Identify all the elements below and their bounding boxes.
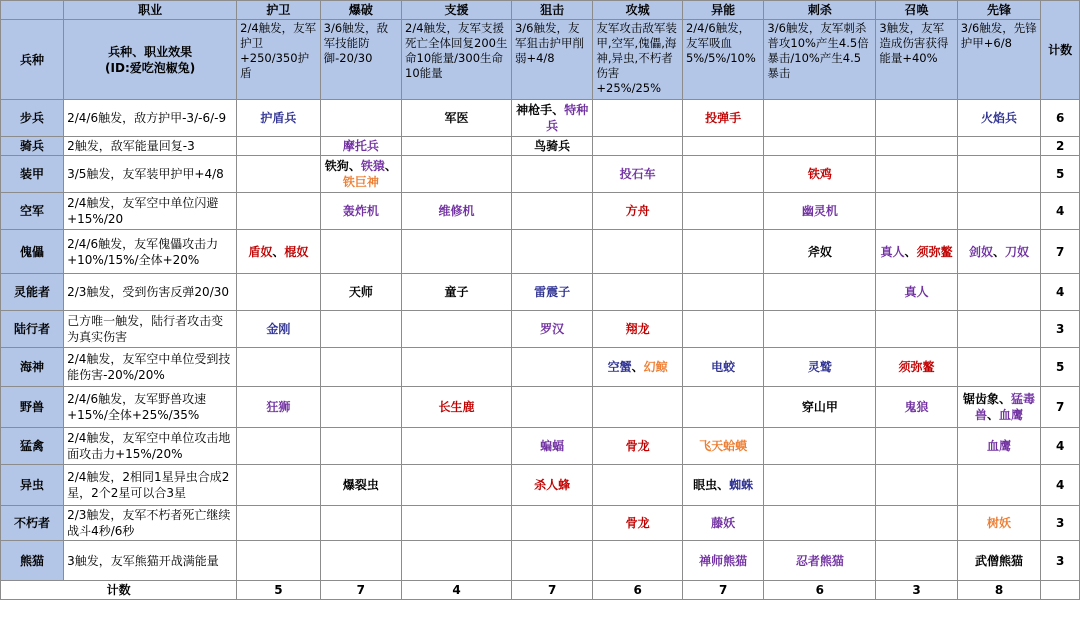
- unit-name: 铁猿: [360, 159, 385, 173]
- unit-cell: [876, 541, 957, 581]
- unit-name: 刀奴: [1005, 244, 1030, 259]
- class-name-header: 刺杀: [764, 1, 876, 20]
- header-row-effects: [1, 20, 1080, 100]
- effect-header-title: 兵种、职业效果: [108, 44, 193, 59]
- unit-name: 雷震子: [534, 285, 571, 299]
- unit-cell: [764, 274, 876, 311]
- unit-cell: [511, 465, 592, 506]
- unit-cell: [593, 541, 683, 581]
- unit-type-name: 不朽者: [1, 506, 64, 541]
- unit-name: 军医: [444, 111, 469, 125]
- class-effect-text: 友军攻击敌军装甲,空军,傀儡,海神,异虫,不朽者伤害+25%/25%: [593, 20, 683, 100]
- unit-cell: [593, 100, 683, 137]
- unit-cell: [682, 137, 763, 156]
- unit-name: 投弹手: [705, 111, 742, 125]
- unit-cell: [237, 348, 320, 387]
- unit-cell: [876, 506, 957, 541]
- class-header-label: 职业: [64, 1, 237, 20]
- unit-cell: [511, 311, 592, 348]
- unit-name: 、: [552, 103, 565, 117]
- class-effect-text: 3/6触发，友军狙击护甲削弱+4/8: [511, 20, 592, 100]
- unit-cell: [682, 311, 763, 348]
- unit-cell: [764, 428, 876, 465]
- unit-cell: [402, 428, 512, 465]
- unit-cell: [764, 465, 876, 506]
- footer-count-label: 计数: [1, 581, 237, 600]
- unit-type-effect: 3触发，友军熊猫开战满能量: [64, 541, 237, 581]
- unit-cell: [957, 506, 1040, 541]
- unit-cell: [320, 465, 401, 506]
- unit-cell: [320, 387, 401, 428]
- row-count: 3: [1041, 311, 1080, 348]
- unit-cell: [764, 137, 876, 156]
- unit-cell: [511, 274, 592, 311]
- unit-cell: [320, 348, 401, 387]
- column-count: 5: [237, 581, 320, 600]
- column-count: 7: [320, 581, 401, 600]
- footer-empty-cell: [1041, 581, 1080, 600]
- unit-name: 斧奴: [807, 244, 832, 259]
- row-count: 7: [1041, 387, 1080, 428]
- unit-name: 猛毒兽: [974, 392, 1036, 422]
- unit-type-name: 异虫: [1, 465, 64, 506]
- unit-name: 真人: [880, 244, 905, 259]
- unit-type-name: 空军: [1, 193, 64, 230]
- unit-name: 、: [992, 244, 1005, 259]
- unit-cell: [402, 274, 512, 311]
- unit-row: [1, 428, 1080, 465]
- unit-cell: [957, 137, 1040, 156]
- unit-name: 爆裂虫: [342, 478, 379, 492]
- unit-name: 树妖: [986, 516, 1011, 530]
- unit-type-effect: 2/4/6触发，友军傀儡攻击力+10%/15%/全体+20%: [64, 230, 237, 274]
- unit-cell: [593, 311, 683, 348]
- unit-cell: [320, 311, 401, 348]
- class-name-header: 爆破: [320, 1, 401, 20]
- unit-name: 童子: [444, 285, 469, 299]
- unit-name: 血鹰: [986, 439, 1011, 453]
- unit-cell: [320, 193, 401, 230]
- unit-row: [1, 100, 1080, 137]
- unit-cell: [682, 193, 763, 230]
- unit-cell: [320, 156, 401, 193]
- unit-cell: [957, 541, 1040, 581]
- class-name-header: 攻城: [593, 1, 683, 20]
- unit-row: [1, 311, 1080, 348]
- unit-type-name: 熊猫: [1, 541, 64, 581]
- unit-name: 藤妖: [711, 516, 736, 530]
- unit-cell: [764, 156, 876, 193]
- column-count: 6: [764, 581, 876, 600]
- row-count: 3: [1041, 541, 1080, 581]
- unit-cell: [320, 274, 401, 311]
- unit-type-name: 步兵: [1, 100, 64, 137]
- unit-cell: [593, 156, 683, 193]
- class-name-header: 狙击: [511, 1, 592, 20]
- unit-type-effect: 2/4触发，友军空中单位闪避+15%/20: [64, 193, 237, 230]
- unit-type-name: 猛禽: [1, 428, 64, 465]
- unit-cell: [682, 387, 763, 428]
- unit-cell: [402, 465, 512, 506]
- row-count: 4: [1041, 274, 1080, 311]
- unit-name: 、: [986, 408, 999, 422]
- unit-type-name: 骑兵: [1, 137, 64, 156]
- unit-name: 剑奴: [968, 244, 993, 259]
- effect-header: [64, 20, 237, 100]
- unit-name: 铁巨神: [342, 175, 379, 189]
- unit-name: 神枪手: [516, 103, 553, 117]
- unit-name: 铁鸡: [807, 167, 832, 181]
- row-count: 2: [1041, 137, 1080, 156]
- unit-cell: [764, 541, 876, 581]
- unit-cell: [511, 541, 592, 581]
- unit-cell: [320, 541, 401, 581]
- unit-row: [1, 348, 1080, 387]
- class-effect-text: 2/4触发，友军护卫+250/350护盾: [237, 20, 320, 100]
- class-name-header: 先锋: [957, 1, 1040, 20]
- class-effect-text: 3/6触发，友军刺杀普攻10%产生4.5倍暴击/10%产生4.5暴击: [764, 20, 876, 100]
- unit-cell: [593, 428, 683, 465]
- unit-cell: [320, 100, 401, 137]
- unit-name: 杀人蜂: [534, 478, 571, 492]
- class-effect-text: 2/4触发，友军支援死亡全体回复200生命10能量/300生命10能量: [402, 20, 512, 100]
- unit-cell: [876, 387, 957, 428]
- unit-name: 、: [998, 392, 1011, 406]
- unit-cell: [876, 465, 957, 506]
- unit-cell: [682, 100, 763, 137]
- unit-name: 骨龙: [625, 439, 650, 453]
- unit-cell: [764, 348, 876, 387]
- unit-name: 铁狗: [324, 159, 349, 173]
- unit-name: 真人: [904, 285, 929, 299]
- unit-cell: [682, 428, 763, 465]
- unit-name: 轰炸机: [342, 204, 379, 218]
- unit-cell: [402, 348, 512, 387]
- unit-name: 摩托兵: [342, 139, 379, 153]
- unit-cell: [957, 274, 1040, 311]
- unit-cell: [237, 506, 320, 541]
- column-count: 8: [957, 581, 1040, 600]
- unit-type-name: 装甲: [1, 156, 64, 193]
- unit-cell: [237, 137, 320, 156]
- unit-name: 血鹰: [999, 408, 1024, 422]
- unit-name: 穿山甲: [801, 400, 838, 414]
- unit-name: 幻鲸: [643, 360, 668, 374]
- unit-type-name: 傀儡: [1, 230, 64, 274]
- column-count: 3: [876, 581, 957, 600]
- unit-cell: [320, 137, 401, 156]
- unit-cell: [957, 465, 1040, 506]
- unit-cell: [511, 348, 592, 387]
- unit-cell: [237, 387, 320, 428]
- row-count: 6: [1041, 100, 1080, 137]
- unit-cell: [511, 156, 592, 193]
- unit-name: 、: [348, 159, 361, 173]
- unit-cell: [402, 541, 512, 581]
- unit-cell: [320, 506, 401, 541]
- unit-name: 锯齿象: [962, 392, 999, 406]
- unit-name: 空蟹: [607, 360, 632, 374]
- unit-type-effect: 2/4触发，友军空中单位受到技能伤害-20%/20%: [64, 348, 237, 387]
- unit-cell: [593, 230, 683, 274]
- unit-name: 火焰兵: [980, 111, 1017, 125]
- unit-name: 狂狮: [266, 400, 291, 414]
- unit-cell: [957, 428, 1040, 465]
- unit-name: 特种兵: [546, 103, 589, 133]
- unit-row: [1, 156, 1080, 193]
- unit-cell: [876, 137, 957, 156]
- unit-name: 、: [904, 244, 917, 259]
- unit-cell: [876, 156, 957, 193]
- class-effect-text: 3/6触发，敌军技能防御-20/30: [320, 20, 401, 100]
- unit-cell: [682, 348, 763, 387]
- unit-cell: [682, 541, 763, 581]
- unit-type-name: 陆行者: [1, 311, 64, 348]
- unit-cell: [593, 274, 683, 311]
- unit-cell: [764, 506, 876, 541]
- row-count: 4: [1041, 465, 1080, 506]
- unit-type-effect: 2/4/6触发，友军野兽攻速+15%/全体+25%/35%: [64, 387, 237, 428]
- footer-row: [1, 581, 1080, 600]
- unit-cell: [876, 274, 957, 311]
- unit-cell: [593, 506, 683, 541]
- unit-cell: [764, 193, 876, 230]
- unit-name: 、: [717, 478, 730, 492]
- unit-name: 灵鹫: [807, 360, 832, 374]
- header-row-classes: [1, 1, 1080, 20]
- row-count: 4: [1041, 428, 1080, 465]
- class-name-header: 护卫: [237, 1, 320, 20]
- unit-name: 蝙蝠: [540, 439, 565, 453]
- unit-name: 鬼狼: [904, 400, 929, 414]
- unit-name: 须弥鳌: [916, 244, 953, 259]
- unit-cell: [402, 311, 512, 348]
- unit-cell: [237, 156, 320, 193]
- class-effect-text: 3触发，友军造成伤害获得能量+40%: [876, 20, 957, 100]
- column-count: 4: [402, 581, 512, 600]
- row-count: 4: [1041, 193, 1080, 230]
- unit-cell: [876, 348, 957, 387]
- unit-cell: [237, 465, 320, 506]
- unit-type-effect: 3/5触发，友军装甲护甲+4/8: [64, 156, 237, 193]
- unit-row: [1, 137, 1080, 156]
- unit-type-effect: 2触发，敌军能量回复-3: [64, 137, 237, 156]
- unit-name: 维修机: [438, 204, 475, 218]
- unit-cell: [237, 274, 320, 311]
- unit-row: [1, 230, 1080, 274]
- unit-type-effect: 2/3触发，友军不朽者死亡继续战斗4秒/6秒: [64, 506, 237, 541]
- unit-type-effect: 2/4/6触发，敌方护甲-3/-6/-9: [64, 100, 237, 137]
- unit-cell: [402, 193, 512, 230]
- unit-cell: [237, 100, 320, 137]
- unit-cell: [682, 506, 763, 541]
- unit-cell: [682, 230, 763, 274]
- class-name-header: 召唤: [876, 1, 957, 20]
- unit-name: 眼虫: [693, 478, 718, 492]
- unit-cell: [402, 156, 512, 193]
- unit-cell: [682, 156, 763, 193]
- unit-name: 禅师熊猫: [699, 553, 748, 568]
- unit-cell: [957, 311, 1040, 348]
- column-count: 7: [511, 581, 592, 600]
- unit-name: 、: [384, 159, 397, 173]
- unit-cell: [876, 230, 957, 274]
- unit-name: 、: [631, 360, 644, 374]
- unit-cell: [402, 100, 512, 137]
- unit-type-name: 灵能者: [1, 274, 64, 311]
- unit-row: [1, 193, 1080, 230]
- column-count: 6: [593, 581, 683, 600]
- unit-cell: [237, 541, 320, 581]
- unit-cell: [511, 193, 592, 230]
- unit-cell: [957, 387, 1040, 428]
- unit-cell: [764, 311, 876, 348]
- unit-name: 武僧熊猫: [974, 553, 1023, 568]
- unit-name: 蜘蛛: [729, 478, 754, 492]
- unit-cell: [593, 193, 683, 230]
- unit-name: 投石车: [619, 167, 656, 181]
- unit-name: 忍者熊猫: [795, 553, 844, 568]
- row-count: 5: [1041, 348, 1080, 387]
- unit-name: 翔龙: [625, 322, 650, 336]
- unit-cell: [511, 506, 592, 541]
- row-count: 5: [1041, 156, 1080, 193]
- unit-name: 须弥鳌: [898, 360, 935, 374]
- unit-cell: [682, 465, 763, 506]
- unit-cell: [957, 193, 1040, 230]
- unit-name: 盾奴: [248, 244, 273, 259]
- unit-cell: [682, 274, 763, 311]
- unit-type-effect: 2/3触发，受到伤害反弹20/30: [64, 274, 237, 311]
- row-count: 7: [1041, 230, 1080, 274]
- unit-cell: [593, 465, 683, 506]
- unit-name: 金刚: [266, 322, 291, 336]
- unit-name: 鸟骑兵: [534, 139, 571, 153]
- unit-cell: [511, 387, 592, 428]
- unit-cell: [593, 387, 683, 428]
- unit-cell: [320, 230, 401, 274]
- unit-cell: [402, 506, 512, 541]
- unit-cell: [237, 230, 320, 274]
- unit-cell: [593, 137, 683, 156]
- unit-cell: [957, 230, 1040, 274]
- unit-name: 长生鹿: [438, 400, 475, 414]
- unit-type-name: 野兽: [1, 387, 64, 428]
- unit-cell: [511, 100, 592, 137]
- unit-cell: [511, 428, 592, 465]
- unit-type-effect: 己方唯一触发，陆行者攻击变为真实伤害: [64, 311, 237, 348]
- unit-cell: [764, 230, 876, 274]
- unit-row: [1, 506, 1080, 541]
- unit-cell: [957, 100, 1040, 137]
- unit-type-name: 海神: [1, 348, 64, 387]
- unit-name: 棍奴: [284, 244, 309, 259]
- unit-cell: [876, 311, 957, 348]
- unit-row: [1, 541, 1080, 581]
- unit-name: 飞天蛤蟆: [699, 439, 748, 453]
- unit-cell: [511, 230, 592, 274]
- unit-name: 罗汉: [540, 322, 565, 336]
- unit-cell: [764, 100, 876, 137]
- effect-header-subtitle: (ID:爱吃泡椒兔): [105, 60, 196, 75]
- unit-cell: [957, 348, 1040, 387]
- unit-name: 护盾兵: [260, 111, 297, 125]
- unit-name: 骨龙: [625, 516, 650, 530]
- unit-cell: [876, 100, 957, 137]
- unit-row: [1, 274, 1080, 311]
- column-count: 7: [682, 581, 763, 600]
- unit-cell: [593, 348, 683, 387]
- unit-type-effect: 2/4触发，友军空中单位攻击地面攻击力+15%/20%: [64, 428, 237, 465]
- unit-row: [1, 387, 1080, 428]
- unit-cell: [320, 428, 401, 465]
- unit-cell: [237, 428, 320, 465]
- unit-cell: [957, 156, 1040, 193]
- unit-name: 天师: [348, 285, 373, 299]
- row-count: 3: [1041, 506, 1080, 541]
- class-effect-text: 2/4/6触发，友军吸血5%/5%/10%: [682, 20, 763, 100]
- unit-cell: [402, 387, 512, 428]
- count-column-header: 计数: [1041, 1, 1080, 100]
- unit-name: 幽灵机: [801, 204, 838, 218]
- unit-type-effect: 2/4触发，2相同1星异虫合成2星，2个2星可以合3星: [64, 465, 237, 506]
- class-name-header: 支援: [402, 1, 512, 20]
- class-effect-text: 3/6触发，先锋护甲+6/8: [957, 20, 1040, 100]
- unit-cell: [402, 137, 512, 156]
- unit-cell: [511, 137, 592, 156]
- unit-cell: [237, 311, 320, 348]
- unit-cell: [876, 428, 957, 465]
- unit-type-header: 兵种: [1, 20, 64, 100]
- unit-name: 电蛟: [711, 360, 736, 374]
- top-left-corner: [1, 1, 64, 20]
- unit-cell: [402, 230, 512, 274]
- class-name-header: 异能: [682, 1, 763, 20]
- unit-name: 方舟: [625, 204, 650, 218]
- unit-cell: [764, 387, 876, 428]
- unit-row: [1, 465, 1080, 506]
- unit-cell: [237, 193, 320, 230]
- unit-cell: [876, 193, 957, 230]
- unit-name: 、: [272, 244, 285, 259]
